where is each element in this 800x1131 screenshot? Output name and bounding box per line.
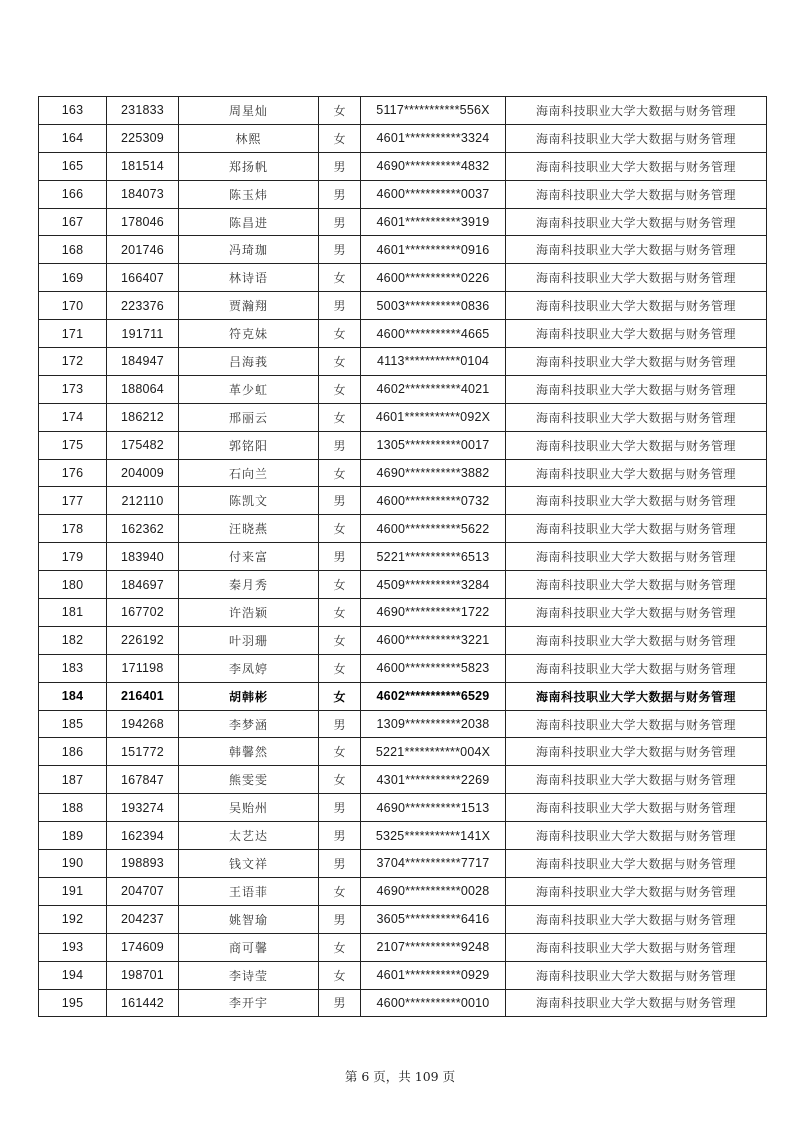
cell-exam-id: 184697 bbox=[107, 571, 179, 599]
cell-name: 郑扬帆 bbox=[179, 152, 319, 180]
cell-id-card: 5221***********6513 bbox=[361, 543, 506, 571]
cell-seq-no: 182 bbox=[39, 626, 107, 654]
cell-major: 海南科技职业大学大数据与财务管理 bbox=[506, 459, 767, 487]
cell-seq-no: 183 bbox=[39, 654, 107, 682]
cell-seq-no: 188 bbox=[39, 794, 107, 822]
cell-major: 海南科技职业大学大数据与财务管理 bbox=[506, 152, 767, 180]
cell-name: 陈昌进 bbox=[179, 208, 319, 236]
cell-id-card: 5221***********004X bbox=[361, 738, 506, 766]
cell-exam-id: 151772 bbox=[107, 738, 179, 766]
cell-id-card: 4600***********0226 bbox=[361, 264, 506, 292]
cell-id-card: 4690***********0028 bbox=[361, 877, 506, 905]
cell-major: 海南科技职业大学大数据与财务管理 bbox=[506, 515, 767, 543]
cell-major: 海南科技职业大学大数据与财务管理 bbox=[506, 97, 767, 125]
cell-gender: 男 bbox=[319, 236, 361, 264]
cell-exam-id: 193274 bbox=[107, 794, 179, 822]
table-row bbox=[39, 961, 767, 989]
cell-major: 海南科技职业大学大数据与财务管理 bbox=[506, 487, 767, 515]
cell-id-card: 4601***********3324 bbox=[361, 124, 506, 152]
table-row bbox=[39, 850, 767, 878]
cell-exam-id: 204237 bbox=[107, 905, 179, 933]
cell-exam-id: 162394 bbox=[107, 822, 179, 850]
table-row bbox=[39, 654, 767, 682]
table-row bbox=[39, 124, 767, 152]
cell-exam-id: 174609 bbox=[107, 933, 179, 961]
cell-gender: 男 bbox=[319, 180, 361, 208]
cell-gender: 男 bbox=[319, 989, 361, 1017]
cell-id-card: 5117***********556X bbox=[361, 97, 506, 125]
cell-name: 石向兰 bbox=[179, 459, 319, 487]
cell-name: 李开宇 bbox=[179, 989, 319, 1017]
cell-major: 海南科技职业大学大数据与财务管理 bbox=[506, 738, 767, 766]
table-row bbox=[39, 794, 767, 822]
cell-exam-id: 231833 bbox=[107, 97, 179, 125]
cell-seq-no: 189 bbox=[39, 822, 107, 850]
cell-id-card: 5003***********0836 bbox=[361, 292, 506, 320]
cell-name: 邢丽云 bbox=[179, 403, 319, 431]
cell-id-card: 1309***********2038 bbox=[361, 710, 506, 738]
cell-seq-no: 193 bbox=[39, 933, 107, 961]
cell-major: 海南科技职业大学大数据与财务管理 bbox=[506, 654, 767, 682]
cell-major: 海南科技职业大学大数据与财务管理 bbox=[506, 710, 767, 738]
table-row bbox=[39, 348, 767, 376]
cell-gender: 女 bbox=[319, 264, 361, 292]
cell-major: 海南科技职业大学大数据与财务管理 bbox=[506, 682, 767, 710]
cell-exam-id: 166407 bbox=[107, 264, 179, 292]
cell-gender: 女 bbox=[319, 766, 361, 794]
cell-gender: 男 bbox=[319, 487, 361, 515]
table-row bbox=[39, 152, 767, 180]
cell-seq-no: 164 bbox=[39, 124, 107, 152]
cell-id-card: 4690***********1722 bbox=[361, 599, 506, 627]
table-row bbox=[39, 989, 767, 1017]
cell-exam-id: 184947 bbox=[107, 348, 179, 376]
cell-seq-no: 184 bbox=[39, 682, 107, 710]
cell-gender: 女 bbox=[319, 599, 361, 627]
cell-major: 海南科技职业大学大数据与财务管理 bbox=[506, 905, 767, 933]
cell-name: 贾瀚翔 bbox=[179, 292, 319, 320]
cell-seq-no: 181 bbox=[39, 599, 107, 627]
table-row bbox=[39, 822, 767, 850]
cell-name: 秦月秀 bbox=[179, 571, 319, 599]
table-row bbox=[39, 543, 767, 571]
cell-gender: 女 bbox=[319, 515, 361, 543]
cell-name: 吴贻州 bbox=[179, 794, 319, 822]
cell-name: 李诗莹 bbox=[179, 961, 319, 989]
cell-name: 李凤婷 bbox=[179, 654, 319, 682]
table-row bbox=[39, 208, 767, 236]
cell-major: 海南科技职业大学大数据与财务管理 bbox=[506, 543, 767, 571]
cell-name: 王语菲 bbox=[179, 877, 319, 905]
cell-gender: 女 bbox=[319, 877, 361, 905]
cell-gender: 女 bbox=[319, 626, 361, 654]
cell-name: 付来富 bbox=[179, 543, 319, 571]
cell-exam-id: 175482 bbox=[107, 431, 179, 459]
table-row bbox=[39, 710, 767, 738]
cell-seq-no: 192 bbox=[39, 905, 107, 933]
cell-seq-no: 167 bbox=[39, 208, 107, 236]
table-row bbox=[39, 236, 767, 264]
cell-exam-id: 188064 bbox=[107, 375, 179, 403]
cell-seq-no: 163 bbox=[39, 97, 107, 125]
cell-exam-id: 194268 bbox=[107, 710, 179, 738]
table-row bbox=[39, 292, 767, 320]
cell-exam-id: 225309 bbox=[107, 124, 179, 152]
cell-exam-id: 167702 bbox=[107, 599, 179, 627]
cell-exam-id: 226192 bbox=[107, 626, 179, 654]
cell-gender: 女 bbox=[319, 571, 361, 599]
cell-major: 海南科技职业大学大数据与财务管理 bbox=[506, 208, 767, 236]
table-row bbox=[39, 682, 767, 710]
cell-exam-id: 204707 bbox=[107, 877, 179, 905]
cell-seq-no: 170 bbox=[39, 292, 107, 320]
cell-major: 海南科技职业大学大数据与财务管理 bbox=[506, 180, 767, 208]
table-row bbox=[39, 626, 767, 654]
cell-name: 胡韩彬 bbox=[179, 682, 319, 710]
table-row bbox=[39, 766, 767, 794]
cell-name: 陈凯文 bbox=[179, 487, 319, 515]
cell-major: 海南科技职业大学大数据与财务管理 bbox=[506, 375, 767, 403]
cell-seq-no: 179 bbox=[39, 543, 107, 571]
cell-gender: 男 bbox=[319, 543, 361, 571]
cell-gender: 女 bbox=[319, 961, 361, 989]
cell-gender: 女 bbox=[319, 320, 361, 348]
cell-gender: 男 bbox=[319, 292, 361, 320]
cell-id-card: 4509***********3284 bbox=[361, 571, 506, 599]
table-row bbox=[39, 403, 767, 431]
cell-exam-id: 212110 bbox=[107, 487, 179, 515]
cell-seq-no: 173 bbox=[39, 375, 107, 403]
cell-gender: 女 bbox=[319, 97, 361, 125]
cell-gender: 男 bbox=[319, 710, 361, 738]
cell-exam-id: 171198 bbox=[107, 654, 179, 682]
cell-seq-no: 187 bbox=[39, 766, 107, 794]
cell-id-card: 4113***********0104 bbox=[361, 348, 506, 376]
cell-gender: 男 bbox=[319, 152, 361, 180]
cell-id-card: 4601***********092X bbox=[361, 403, 506, 431]
cell-gender: 男 bbox=[319, 850, 361, 878]
cell-seq-no: 191 bbox=[39, 877, 107, 905]
cell-name: 郭铭阳 bbox=[179, 431, 319, 459]
cell-gender: 女 bbox=[319, 933, 361, 961]
cell-exam-id: 178046 bbox=[107, 208, 179, 236]
table-row bbox=[39, 431, 767, 459]
cell-exam-id: 186212 bbox=[107, 403, 179, 431]
cell-name: 许浩颖 bbox=[179, 599, 319, 627]
cell-name: 太艺达 bbox=[179, 822, 319, 850]
cell-seq-no: 194 bbox=[39, 961, 107, 989]
cell-name: 汪晓燕 bbox=[179, 515, 319, 543]
cell-gender: 女 bbox=[319, 654, 361, 682]
cell-id-card: 4690***********3882 bbox=[361, 459, 506, 487]
table-row bbox=[39, 375, 767, 403]
cell-id-card: 4600***********5823 bbox=[361, 654, 506, 682]
cell-id-card: 4601***********3919 bbox=[361, 208, 506, 236]
cell-exam-id: 184073 bbox=[107, 180, 179, 208]
roster-table-body bbox=[39, 97, 767, 1017]
cell-seq-no: 166 bbox=[39, 180, 107, 208]
cell-seq-no: 180 bbox=[39, 571, 107, 599]
page-footer: 第 6 页，共 109 页 bbox=[344, 1069, 456, 1084]
cell-seq-no: 175 bbox=[39, 431, 107, 459]
cell-exam-id: 201746 bbox=[107, 236, 179, 264]
cell-name: 姚智瑜 bbox=[179, 905, 319, 933]
cell-id-card: 1305***********0017 bbox=[361, 431, 506, 459]
cell-exam-id: 198893 bbox=[107, 850, 179, 878]
cell-major: 海南科技职业大学大数据与财务管理 bbox=[506, 626, 767, 654]
cell-seq-no: 172 bbox=[39, 348, 107, 376]
table-row bbox=[39, 933, 767, 961]
cell-exam-id: 183940 bbox=[107, 543, 179, 571]
table-row bbox=[39, 97, 767, 125]
cell-name: 商可馨 bbox=[179, 933, 319, 961]
cell-gender: 女 bbox=[319, 682, 361, 710]
cell-name: 叶羽珊 bbox=[179, 626, 319, 654]
cell-exam-id: 216401 bbox=[107, 682, 179, 710]
cell-major: 海南科技职业大学大数据与财务管理 bbox=[506, 403, 767, 431]
cell-major: 海南科技职业大学大数据与财务管理 bbox=[506, 571, 767, 599]
table-row bbox=[39, 487, 767, 515]
cell-seq-no: 169 bbox=[39, 264, 107, 292]
cell-seq-no: 195 bbox=[39, 989, 107, 1017]
cell-name: 冯琦珈 bbox=[179, 236, 319, 264]
cell-id-card: 4602***********4021 bbox=[361, 375, 506, 403]
cell-gender: 女 bbox=[319, 348, 361, 376]
cell-id-card: 4301***********2269 bbox=[361, 766, 506, 794]
cell-seq-no: 168 bbox=[39, 236, 107, 264]
cell-major: 海南科技职业大学大数据与财务管理 bbox=[506, 236, 767, 264]
table-row bbox=[39, 877, 767, 905]
cell-id-card: 4690***********4832 bbox=[361, 152, 506, 180]
cell-id-card: 4602***********6529 bbox=[361, 682, 506, 710]
cell-seq-no: 171 bbox=[39, 320, 107, 348]
cell-major: 海南科技职业大学大数据与财务管理 bbox=[506, 989, 767, 1017]
cell-id-card: 4601***********0916 bbox=[361, 236, 506, 264]
cell-major: 海南科技职业大学大数据与财务管理 bbox=[506, 766, 767, 794]
cell-gender: 男 bbox=[319, 431, 361, 459]
cell-major: 海南科技职业大学大数据与财务管理 bbox=[506, 877, 767, 905]
cell-seq-no: 176 bbox=[39, 459, 107, 487]
cell-gender: 女 bbox=[319, 375, 361, 403]
cell-seq-no: 174 bbox=[39, 403, 107, 431]
cell-major: 海南科技职业大学大数据与财务管理 bbox=[506, 292, 767, 320]
cell-id-card: 4600***********0732 bbox=[361, 487, 506, 515]
cell-major: 海南科技职业大学大数据与财务管理 bbox=[506, 933, 767, 961]
cell-seq-no: 177 bbox=[39, 487, 107, 515]
cell-name: 革少虹 bbox=[179, 375, 319, 403]
cell-id-card: 3704***********7717 bbox=[361, 850, 506, 878]
cell-exam-id: 191711 bbox=[107, 320, 179, 348]
cell-exam-id: 162362 bbox=[107, 515, 179, 543]
cell-major: 海南科技职业大学大数据与财务管理 bbox=[506, 822, 767, 850]
table-row bbox=[39, 264, 767, 292]
roster-table bbox=[38, 96, 767, 1017]
table-row bbox=[39, 180, 767, 208]
table-row bbox=[39, 515, 767, 543]
cell-exam-id: 181514 bbox=[107, 152, 179, 180]
cell-name: 吕海莪 bbox=[179, 348, 319, 376]
cell-name: 韩馨然 bbox=[179, 738, 319, 766]
cell-id-card: 4600***********0010 bbox=[361, 989, 506, 1017]
table-row bbox=[39, 459, 767, 487]
cell-gender: 女 bbox=[319, 459, 361, 487]
cell-major: 海南科技职业大学大数据与财务管理 bbox=[506, 264, 767, 292]
cell-id-card: 2107***********9248 bbox=[361, 933, 506, 961]
cell-id-card: 4601***********0929 bbox=[361, 961, 506, 989]
table-row bbox=[39, 320, 767, 348]
cell-exam-id: 223376 bbox=[107, 292, 179, 320]
cell-gender: 女 bbox=[319, 124, 361, 152]
cell-id-card: 4600***********0037 bbox=[361, 180, 506, 208]
cell-exam-id: 204009 bbox=[107, 459, 179, 487]
cell-seq-no: 178 bbox=[39, 515, 107, 543]
cell-name: 符克妹 bbox=[179, 320, 319, 348]
cell-seq-no: 165 bbox=[39, 152, 107, 180]
cell-id-card: 4600***********5622 bbox=[361, 515, 506, 543]
cell-name: 钱文祥 bbox=[179, 850, 319, 878]
cell-id-card: 4690***********1513 bbox=[361, 794, 506, 822]
cell-exam-id: 167847 bbox=[107, 766, 179, 794]
cell-major: 海南科技职业大学大数据与财务管理 bbox=[506, 431, 767, 459]
cell-seq-no: 185 bbox=[39, 710, 107, 738]
cell-id-card: 5325***********141X bbox=[361, 822, 506, 850]
cell-name: 林诗语 bbox=[179, 264, 319, 292]
cell-id-card: 3605***********6416 bbox=[361, 905, 506, 933]
cell-major: 海南科技职业大学大数据与财务管理 bbox=[506, 348, 767, 376]
cell-gender: 女 bbox=[319, 403, 361, 431]
cell-major: 海南科技职业大学大数据与财务管理 bbox=[506, 124, 767, 152]
cell-major: 海南科技职业大学大数据与财务管理 bbox=[506, 599, 767, 627]
cell-gender: 男 bbox=[319, 208, 361, 236]
cell-major: 海南科技职业大学大数据与财务管理 bbox=[506, 320, 767, 348]
cell-major: 海南科技职业大学大数据与财务管理 bbox=[506, 850, 767, 878]
table-row bbox=[39, 599, 767, 627]
cell-major: 海南科技职业大学大数据与财务管理 bbox=[506, 794, 767, 822]
table-row bbox=[39, 571, 767, 599]
cell-exam-id: 198701 bbox=[107, 961, 179, 989]
cell-id-card: 4600***********3221 bbox=[361, 626, 506, 654]
cell-name: 陈玉炜 bbox=[179, 180, 319, 208]
table-row bbox=[39, 905, 767, 933]
cell-name: 李梦涵 bbox=[179, 710, 319, 738]
cell-name: 周星灿 bbox=[179, 97, 319, 125]
cell-id-card: 4600***********4665 bbox=[361, 320, 506, 348]
table-row bbox=[39, 738, 767, 766]
cell-name: 熊雯雯 bbox=[179, 766, 319, 794]
cell-name: 林熙 bbox=[179, 124, 319, 152]
cell-gender: 男 bbox=[319, 822, 361, 850]
cell-seq-no: 186 bbox=[39, 738, 107, 766]
cell-gender: 男 bbox=[319, 794, 361, 822]
cell-major: 海南科技职业大学大数据与财务管理 bbox=[506, 961, 767, 989]
cell-exam-id: 161442 bbox=[107, 989, 179, 1017]
cell-seq-no: 190 bbox=[39, 850, 107, 878]
cell-gender: 男 bbox=[319, 905, 361, 933]
cell-gender: 女 bbox=[319, 738, 361, 766]
